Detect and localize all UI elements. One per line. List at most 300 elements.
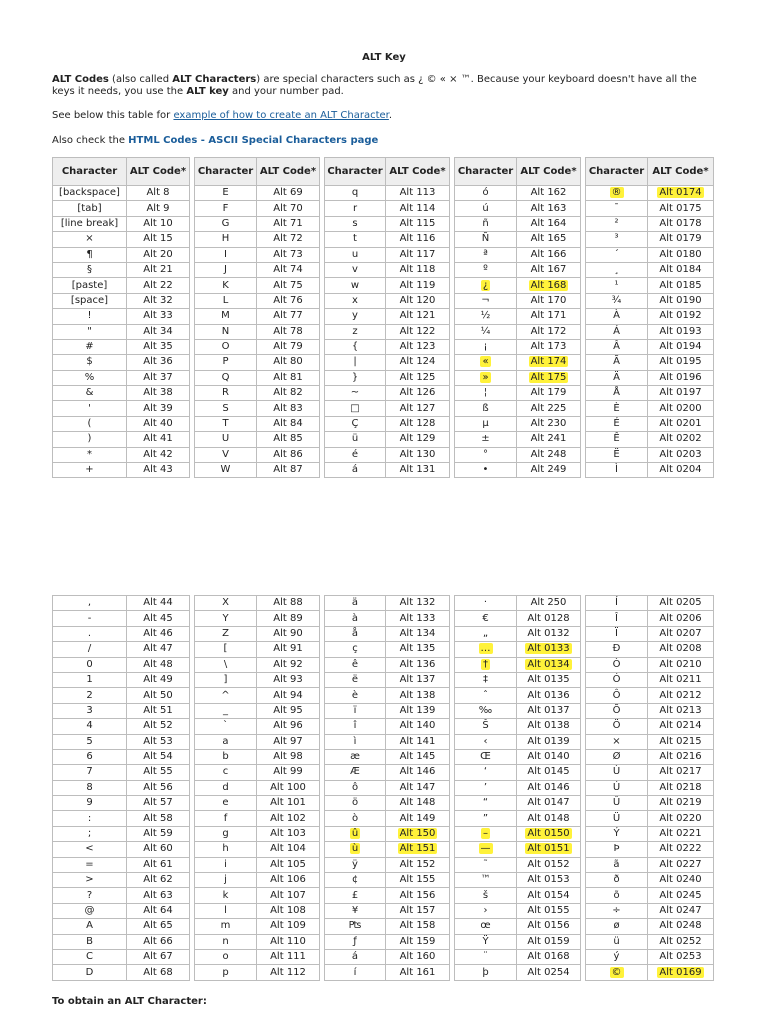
intro-paragraph <box>52 74 722 98</box>
character-value: ˆ <box>483 689 488 701</box>
character-value: ì <box>353 735 357 747</box>
character-value: C <box>86 951 93 963</box>
alt-code-cell <box>257 796 320 811</box>
alt-code-value: Alt 125 <box>399 371 436 383</box>
alt-code-cell <box>386 642 450 657</box>
alt-code-value: Alt 122 <box>399 325 436 337</box>
see-below-line <box>52 110 722 122</box>
character-value: O <box>221 341 230 353</box>
character-value: ú <box>482 202 489 214</box>
character-value: j <box>224 874 227 886</box>
alt-code-cell <box>386 934 450 949</box>
alt-code-cell <box>648 688 714 703</box>
alt-code-cell <box>648 796 714 811</box>
alt-code-value: Alt 163 <box>530 202 567 214</box>
character-cell <box>455 873 517 888</box>
alt-code-value: Alt 248 <box>530 448 567 460</box>
alt-code-value: Alt 126 <box>399 387 436 399</box>
character-value: W <box>220 464 231 476</box>
table-row <box>53 626 714 641</box>
character-value: g <box>222 828 229 840</box>
character-value: 8 <box>86 781 93 793</box>
alt-code-cell <box>257 626 320 641</box>
character-cell <box>53 293 127 308</box>
example-link[interactable]: example of how to create an ALT Character <box>173 110 389 121</box>
character-cell <box>53 657 127 672</box>
alt-code-value: Alt 0136 <box>527 689 570 701</box>
character-cell <box>586 232 648 247</box>
alt-code-cell <box>257 719 320 734</box>
alt-code-value: Alt 0155 <box>527 905 570 916</box>
alt-code-cell <box>386 780 450 795</box>
alt-code-value: Alt 0192 <box>659 310 702 322</box>
table-row <box>53 247 714 262</box>
alt-code-value: Alt 0128 <box>527 612 570 624</box>
character-value: # <box>85 341 94 353</box>
character-value: > <box>85 874 94 886</box>
character-cell <box>455 370 517 385</box>
alt-code-value: Alt 0222 <box>659 843 702 855</box>
alt-code-cell <box>648 765 714 780</box>
alt-code-cell <box>648 596 714 611</box>
alt-code-cell <box>127 463 190 478</box>
alt-code-cell <box>386 873 450 888</box>
character-cell <box>455 796 517 811</box>
table-row <box>53 186 714 201</box>
alt-code-value: Alt 73 <box>273 248 303 260</box>
alt-code-value: Alt 160 <box>399 951 436 963</box>
alt-code-cell <box>386 919 450 934</box>
alt-code-cell <box>127 842 190 857</box>
character-cell <box>455 309 517 324</box>
alt-code-value: Alt 115 <box>399 217 436 229</box>
alt-code-value: Alt 0193 <box>659 325 702 337</box>
character-cell <box>586 672 648 687</box>
alt-code-value: Alt 96 <box>273 720 303 732</box>
alt-code-cell <box>386 949 450 964</box>
character-cell <box>195 719 257 734</box>
alt-code-value: Alt 98 <box>273 751 303 763</box>
character-cell <box>53 370 127 385</box>
alt-code-cell <box>127 309 190 324</box>
character-value: æ <box>350 751 360 763</box>
alt-code-cell <box>257 688 320 703</box>
alt-code-cell <box>648 370 714 385</box>
alt-code-value: Alt 173 <box>530 341 567 353</box>
character-cell <box>455 293 517 308</box>
alt-code-value: Alt 61 <box>143 858 173 870</box>
table-row <box>53 262 714 277</box>
alt-code-value: Alt 0179 <box>659 233 702 245</box>
alt-code-value: Alt 39 <box>143 402 173 414</box>
character-cell <box>53 324 127 339</box>
character-value: J <box>224 264 227 276</box>
alt-code-value: Alt 0219 <box>659 797 702 809</box>
character-value: ¶ <box>86 248 93 260</box>
character-value: ¢ <box>351 874 359 886</box>
character-value: ç <box>352 643 358 655</box>
alt-code-cell <box>127 657 190 672</box>
character-value: ) <box>87 433 92 445</box>
character-cell <box>455 626 517 641</box>
character-value: ® <box>611 187 622 199</box>
character-cell <box>455 703 517 718</box>
character-cell <box>455 765 517 780</box>
character-cell <box>53 796 127 811</box>
table-row <box>53 293 714 308</box>
html-codes-link[interactable]: HTML Codes - ASCII Special Characters page <box>128 135 379 146</box>
alt-code-cell <box>386 611 450 626</box>
alt-code-cell <box>127 262 190 277</box>
alt-code-cell <box>127 857 190 872</box>
alt-code-value: Alt 104 <box>270 843 306 855</box>
character-value: G <box>221 217 230 229</box>
table-row <box>53 688 714 703</box>
character-cell <box>455 278 517 293</box>
character-cell <box>455 719 517 734</box>
character-cell <box>586 186 648 201</box>
character-cell <box>195 642 257 657</box>
character-value: Y <box>222 612 229 624</box>
character-value: Ç <box>351 418 359 430</box>
table-row <box>53 596 714 611</box>
character-cell <box>195 370 257 385</box>
table-row <box>53 278 714 293</box>
alt-code-cell <box>386 432 450 447</box>
character-cell <box>586 401 648 416</box>
character-cell <box>586 642 648 657</box>
alt-code-cell <box>648 626 714 641</box>
character-value: V <box>222 448 229 460</box>
alt-code-value: Alt 0217 <box>659 766 702 778</box>
alt-code-value: Alt 155 <box>399 874 436 886</box>
character-value: ¸ <box>614 264 619 276</box>
table-row <box>53 780 714 795</box>
character-cell <box>325 688 386 703</box>
character-cell <box>586 826 648 841</box>
character-cell <box>455 247 517 262</box>
character-cell <box>586 903 648 918</box>
character-value: ò <box>351 812 359 824</box>
character-value: å <box>351 627 359 639</box>
table-row <box>53 355 714 370</box>
alt-code-cell <box>127 370 190 385</box>
character-value: z <box>352 325 358 337</box>
alt-code-value: Alt 0197 <box>659 387 702 399</box>
character-cell <box>53 949 127 964</box>
alt-code-value: Alt 108 <box>270 905 306 916</box>
character-cell <box>455 749 517 764</box>
alt-code-cell <box>127 355 190 370</box>
character-value: ¥ <box>351 905 359 916</box>
character-value: s <box>352 217 358 229</box>
table-row <box>53 611 714 626</box>
alt-code-value: Alt 74 <box>273 264 303 276</box>
character-value: 0 <box>86 658 93 670</box>
character-cell <box>195 657 257 672</box>
alt-code-value: Alt 171 <box>530 310 567 322</box>
character-value: Ö <box>612 720 621 732</box>
alt-code-cell <box>127 703 190 718</box>
alt-code-value: Alt 0253 <box>659 951 702 963</box>
character-value: ] <box>223 674 228 686</box>
character-cell <box>455 416 517 431</box>
character-cell <box>53 262 127 277</box>
alt-code-cell <box>257 672 320 687</box>
alt-code-value: Alt 117 <box>399 248 436 260</box>
alt-code-value: Alt 139 <box>399 704 436 716</box>
alt-code-value: Alt 0185 <box>659 279 702 291</box>
alt-code-value: Alt 0208 <box>659 643 702 655</box>
alt-code-cell <box>127 749 190 764</box>
character-value: ø <box>613 920 620 932</box>
alt-code-cell <box>127 719 190 734</box>
character-value: × <box>612 735 621 747</box>
alt-code-cell <box>648 642 714 657</box>
alt-code-table-top <box>52 157 714 478</box>
alt-code-cell <box>386 626 450 641</box>
header-alt-code: ALT Code* <box>648 158 714 186</box>
alt-code-cell <box>127 626 190 641</box>
alt-code-cell <box>517 309 581 324</box>
alt-code-value: Alt 20 <box>143 248 173 260</box>
alt-code-cell <box>517 642 581 657</box>
character-value: P <box>222 356 229 368</box>
alt-code-cell <box>386 888 450 903</box>
character-cell <box>455 657 517 672</box>
alt-code-cell <box>257 873 320 888</box>
character-value: M <box>221 310 230 322</box>
alt-code-value: Alt 0240 <box>659 874 702 886</box>
character-value: ‰ <box>478 704 493 716</box>
alt-code-value: Alt 77 <box>273 310 303 322</box>
character-value: i <box>224 858 227 870</box>
alt-code-value: Alt 157 <box>399 905 436 916</box>
alt-code-cell <box>127 278 190 293</box>
character-cell <box>455 826 517 841</box>
alt-code-cell <box>517 370 581 385</box>
character-value: [space] <box>70 294 109 306</box>
alt-code-cell <box>648 247 714 262</box>
character-cell <box>195 355 257 370</box>
alt-code-value: Alt 0169 <box>659 966 702 978</box>
alt-code-value: Alt 47 <box>143 643 173 655</box>
alt-code-cell <box>127 965 190 980</box>
alt-code-value: Alt 0252 <box>659 935 702 947</box>
character-cell <box>586 386 648 401</box>
alt-code-cell <box>648 309 714 324</box>
character-cell <box>325 416 386 431</box>
character-value: * <box>87 448 92 460</box>
character-value: ’ <box>483 781 488 793</box>
character-value: 9 <box>86 797 93 809</box>
alt-code-cell <box>648 216 714 231</box>
alt-code-value: Alt 79 <box>273 341 303 353</box>
table-row <box>53 386 714 401</box>
character-cell <box>53 309 127 324</box>
alt-code-value: Alt 62 <box>143 874 173 886</box>
character-value: . <box>87 627 92 639</box>
alt-code-value: Alt 141 <box>399 735 436 747</box>
alt-code-value: Alt 128 <box>399 418 436 430</box>
character-cell <box>455 447 517 462</box>
alt-code-value: Alt 75 <box>273 279 303 291</box>
character-value: L <box>222 294 229 306</box>
alt-code-value: Alt 63 <box>143 889 173 901</box>
character-value: ‹ <box>483 735 488 747</box>
character-value: a <box>222 735 229 747</box>
alt-code-value: Alt 0211 <box>659 674 702 686</box>
header-character: Character <box>586 158 648 186</box>
character-cell <box>53 903 127 918</box>
intro-text-1: (also called <box>108 74 173 85</box>
alt-code-cell <box>257 734 320 749</box>
character-cell <box>455 386 517 401</box>
alt-code-cell <box>257 309 320 324</box>
alt-code-value: Alt 174 <box>530 356 567 368</box>
table-row <box>53 401 714 416</box>
character-cell <box>195 232 257 247</box>
alt-code-cell <box>648 919 714 934</box>
alt-code-cell <box>517 903 581 918</box>
character-cell <box>53 463 127 478</box>
alt-code-cell <box>517 873 581 888</box>
character-value: ã <box>613 858 620 870</box>
character-value: ´ <box>614 248 619 260</box>
alt-code-cell <box>257 657 320 672</box>
character-value: D <box>85 966 94 978</box>
character-cell <box>195 672 257 687</box>
footer-heading: To obtain an ALT Character: <box>52 996 207 1007</box>
character-cell <box>325 611 386 626</box>
alt-code-cell <box>257 416 320 431</box>
table-row <box>53 873 714 888</box>
character-cell <box>325 826 386 841</box>
alt-code-value: Alt 66 <box>143 935 173 947</box>
alt-code-cell <box>517 796 581 811</box>
alt-code-value: Alt 102 <box>270 812 306 824</box>
character-cell <box>586 324 648 339</box>
character-value: l <box>224 905 227 916</box>
character-value: ë <box>351 674 359 686</box>
character-cell <box>586 703 648 718</box>
alt-code-value: Alt 0175 <box>659 202 702 214</box>
alt-code-value: Alt 64 <box>143 905 173 916</box>
character-value: × <box>85 233 94 245</box>
character-cell <box>325 842 386 857</box>
alt-code-cell <box>257 811 320 826</box>
alt-code-value: Alt 0195 <box>659 356 702 368</box>
character-cell <box>586 416 648 431</box>
table-row <box>53 811 714 826</box>
character-value: Ë <box>613 448 620 460</box>
character-cell <box>455 811 517 826</box>
alt-code-cell <box>648 386 714 401</box>
alt-code-cell <box>257 934 320 949</box>
character-cell <box>325 734 386 749</box>
character-cell <box>586 309 648 324</box>
alt-code-cell <box>257 857 320 872</box>
character-value: Q <box>221 371 230 383</box>
alt-code-value: Alt 90 <box>273 627 303 639</box>
alt-code-value: Alt 179 <box>530 387 567 399</box>
alt-code-value: Alt 0156 <box>527 920 570 932</box>
character-value: x <box>352 294 358 306</box>
character-cell <box>53 811 127 826</box>
alt-code-cell <box>648 293 714 308</box>
alt-code-cell <box>517 232 581 247</box>
character-value: r <box>352 202 358 214</box>
alt-code-cell <box>648 703 714 718</box>
table-row <box>53 703 714 718</box>
alt-code-value: Alt 249 <box>530 464 567 476</box>
character-cell <box>586 611 648 626</box>
character-value: } <box>351 371 359 383</box>
character-value: 2 <box>86 689 93 701</box>
character-value: c <box>222 766 229 778</box>
character-value: É <box>613 418 620 430</box>
character-value: è <box>351 689 359 701</box>
alt-code-cell <box>127 432 190 447</box>
alt-code-cell <box>648 463 714 478</box>
character-value: ¿ <box>482 279 489 291</box>
alt-code-cell <box>648 719 714 734</box>
alt-code-value: Alt 15 <box>143 233 173 245</box>
alt-code-value: Alt 69 <box>273 187 303 199</box>
character-value: N <box>221 325 230 337</box>
character-value: t <box>353 233 357 245</box>
alt-code-cell <box>257 293 320 308</box>
alt-code-value: Alt 0145 <box>527 766 570 778</box>
character-cell <box>53 386 127 401</box>
alt-code-value: Alt 72 <box>273 233 303 245</box>
character-value: „ <box>482 627 489 639</box>
table-row <box>53 857 714 872</box>
character-value: Ÿ <box>482 935 489 947</box>
alt-code-value: Alt 136 <box>399 658 436 670</box>
character-value: á <box>351 464 359 476</box>
alt-code-value: Alt 138 <box>399 689 436 701</box>
character-cell <box>195 826 257 841</box>
character-cell <box>325 780 386 795</box>
alt-code-cell <box>127 339 190 354</box>
table-row <box>53 734 714 749</box>
alt-code-cell <box>517 811 581 826</box>
character-cell <box>53 919 127 934</box>
character-cell <box>586 247 648 262</box>
alt-code-cell <box>257 370 320 385</box>
character-value: = <box>85 858 94 870</box>
character-cell <box>53 842 127 857</box>
alt-code-cell <box>517 339 581 354</box>
character-value: ‡ <box>483 674 488 686</box>
character-value: Î <box>615 612 618 624</box>
character-cell <box>325 672 386 687</box>
header-alt-code: ALT Code* <box>127 158 190 186</box>
character-value: ¾ <box>611 294 622 306</box>
alt-code-value: Alt 76 <box>273 294 303 306</box>
alt-code-cell <box>127 232 190 247</box>
alt-code-cell <box>127 216 190 231</box>
also-check-line <box>52 135 722 147</box>
table-row <box>53 370 714 385</box>
intro-term-alt-codes: ALT Codes <box>52 74 109 85</box>
alt-code-table-bottom <box>52 595 714 981</box>
character-value: ÷ <box>612 905 621 916</box>
character-value: Ê <box>613 433 620 445</box>
alt-code-value: Alt 41 <box>143 433 173 445</box>
alt-code-cell <box>648 262 714 277</box>
